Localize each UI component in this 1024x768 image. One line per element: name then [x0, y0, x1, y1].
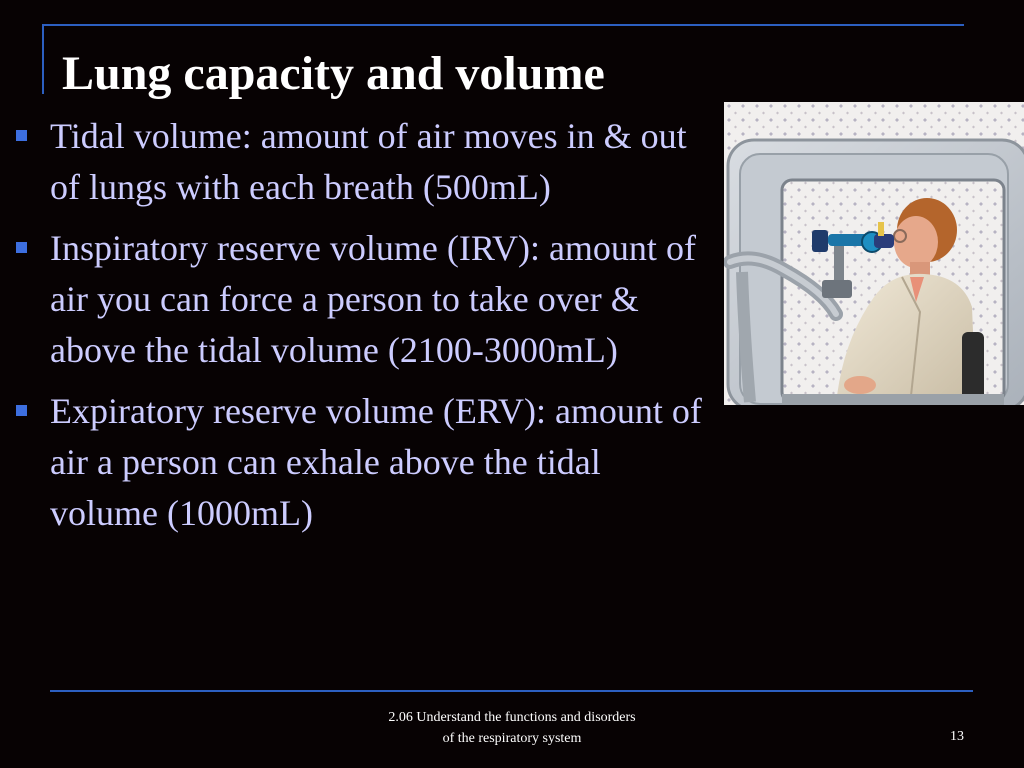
slide-title: Lung capacity and volume	[62, 47, 605, 100]
bottom-divider-line	[50, 690, 973, 692]
footer-text	[312, 707, 712, 749]
bullet-text: Expiratory reserve volume (ERV): amount of air a person can exhale above the tidal volume (1000mL)	[50, 391, 702, 533]
bullet-list	[10, 111, 710, 549]
left-divider-line	[42, 24, 44, 94]
square-bullet-icon	[16, 130, 27, 141]
plethysmograph-photo	[724, 102, 1024, 405]
square-bullet-icon	[16, 405, 27, 416]
square-bullet-icon	[16, 242, 27, 253]
bullet-item-tidal-volume	[10, 111, 710, 213]
bullet-item-erv	[10, 386, 710, 539]
bullet-text: Tidal volume: amount of air moves in & out of lungs with each breath (500mL)	[50, 116, 687, 207]
slide-number: 13	[950, 729, 964, 744]
footer-line-2: of the respiratory system	[442, 731, 582, 746]
bullet-item-irv	[10, 223, 710, 376]
top-divider-line	[42, 24, 964, 26]
bullet-text: Inspiratory reserve volume (IRV): amount of air you can force a person to take over & above the tidal volume (2100-3000mL)	[50, 228, 696, 370]
footer-line-1: 2.06 Understand the functions and disorders	[388, 710, 636, 725]
